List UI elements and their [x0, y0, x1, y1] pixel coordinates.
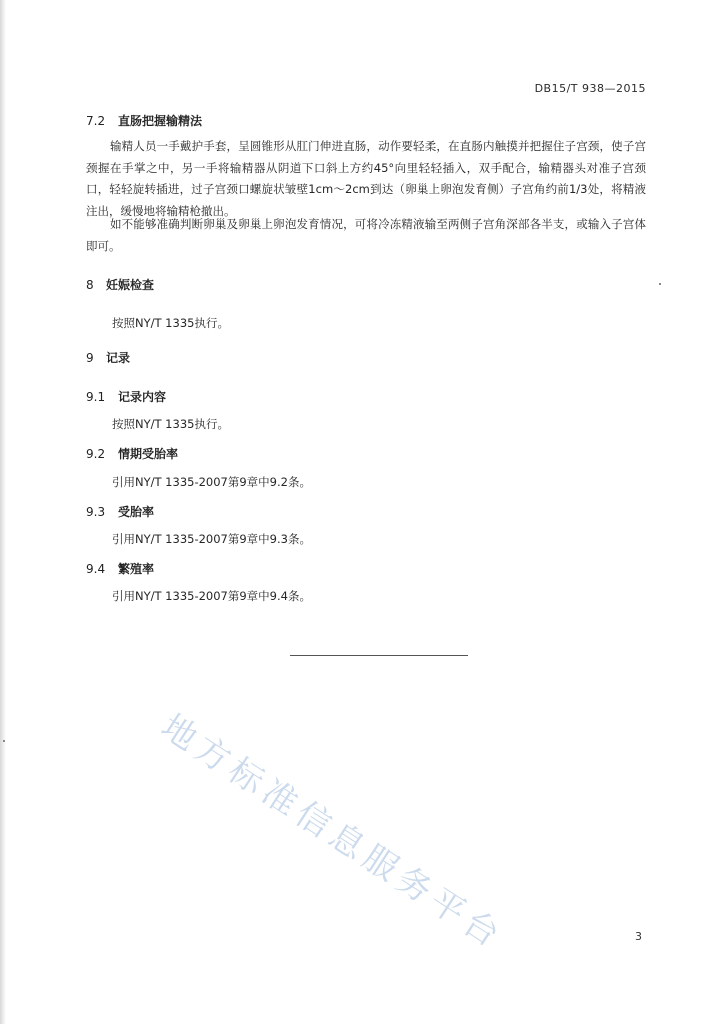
section-number: 9.1 [86, 390, 106, 404]
section-9-2-heading [86, 445, 178, 462]
watermark: 地方标准信息服务平台 [153, 706, 512, 959]
section-9-4-body: 引用NY/T 1335-2007第9章中9.4条。 [112, 589, 311, 603]
section-8-body: 按照NY/T 1335执行。 [112, 316, 229, 330]
end-of-text-rule [290, 655, 468, 656]
section-number: 7.2 [86, 114, 106, 128]
section-7-2-paragraph-2: 如不能够准确判断卵巢及卵巢上卵泡发育情况，可将冷冻精液输至两侧子宫角深部各半支，或输入子宫体即可。 [86, 217, 646, 253]
section-7-2-heading [86, 112, 202, 129]
section-number: 8 [86, 278, 94, 292]
section-9-3-body: 引用NY/T 1335-2007第9章中9.3条。 [112, 532, 311, 546]
section-8-heading [86, 276, 154, 293]
section-9-2-body: 引用NY/T 1335-2007第9章中9.2条。 [112, 475, 311, 489]
section-number: 9.2 [86, 447, 106, 461]
section-7-2-paragraph-1: 输精人员一手戴护手套，呈圆锥形从肛门伸进直肠，动作要轻柔，在直肠内触摸并把握住子宫颈，使子宫颈握在手掌之中，另一手将输精器从阴道下口斜上方约45°向里轻轻插入，双手配合，输精器头对准子宫颈口，轻轻旋转插进，过子宫颈口螺旋状皱壁1cm～2cm到达（卵巢上卵泡发育侧）子宫角约前1/3处，将精液注出，缓慢地将输精枪撤出。 [86, 139, 646, 218]
section-title: 记录内容 [118, 390, 167, 404]
scan-speck [659, 283, 661, 285]
section-title: 妊娠检查 [106, 278, 155, 292]
document-code: DB15/T 938—2015 [534, 82, 646, 95]
section-9-4-heading [86, 560, 154, 577]
section-number: 9 [86, 351, 94, 365]
section-9-heading [86, 349, 130, 366]
scan-edge-shadow [0, 0, 6, 1024]
section-title: 记录 [106, 351, 131, 365]
scan-speck [3, 740, 5, 742]
section-9-1-body: 按照NY/T 1335执行。 [112, 417, 229, 431]
section-title: 受胎率 [118, 505, 155, 519]
section-9-1-heading [86, 388, 166, 405]
page-number: 3 [635, 930, 642, 943]
section-number: 9.4 [86, 562, 106, 576]
section-title: 情期受胎率 [118, 447, 179, 461]
section-9-3-heading [86, 503, 154, 520]
section-title: 直肠把握输精法 [118, 114, 203, 128]
section-title: 繁殖率 [118, 562, 155, 576]
section-number: 9.3 [86, 505, 106, 519]
